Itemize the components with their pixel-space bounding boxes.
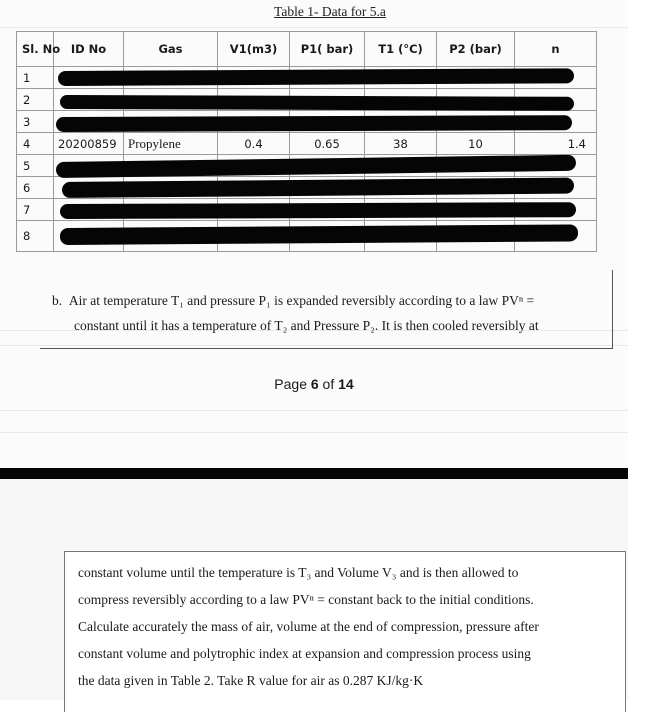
header-sl-no: Sl. No [17,32,54,67]
footer-prefix: Page [274,376,311,392]
part-b-label: b. [52,293,63,308]
header-id-no: ID No [54,32,124,67]
footer-total-pages: 14 [338,376,354,392]
cell-n: 1.4 [515,133,597,155]
continuation-line: constant volume until the temperature is T₃ and Volume V₃ and is then allowed to [78,565,519,580]
cell-p2: 10 [437,133,515,155]
table-caption: Table 1- Data for 5.a [274,4,386,19]
cell-sl: 5 [17,155,54,177]
redaction-mark [60,202,576,219]
continuation-paragraph [78,559,618,694]
cell-sl: 7 [17,199,54,221]
header-p1: P1( bar) [290,32,365,67]
cell-id: 20200859 [54,133,124,155]
cell-sl: 1 [17,67,54,89]
header-p2: P2 (bar) [437,32,515,67]
continuation-line: compress reversibly according to a law PVⁿ = constant back to the initial conditions. [78,592,534,607]
cell-t1: 38 [365,133,437,155]
bleed-through-line [0,27,628,28]
footer-current-page: 6 [310,376,319,392]
continuation-line: constant volume and polytrophic index at expansion and compression process using [78,646,531,661]
header-n: n [515,32,597,67]
cell-sl: 4 [17,133,54,155]
page-border-right [612,270,613,349]
page-footer [0,376,628,392]
bleed-through-line [0,432,628,433]
table-header-row [17,32,597,67]
cell-sl: 8 [17,221,54,252]
part-b-line-1 [52,288,612,313]
header-v1: V1(m3) [218,32,290,67]
cell-p1: 0.65 [290,133,365,155]
cell-sl: 3 [17,111,54,133]
cell-sl: 2 [17,89,54,111]
header-t1: T1 (°C) [365,32,437,67]
header-gas: Gas [124,32,218,67]
redaction-mark [60,224,578,245]
redaction-mark [58,68,574,86]
page-separator-band [0,468,628,479]
table-row [17,133,597,155]
footer-middle: of [318,376,339,392]
continuation-line: Calculate accurately the mass of air, volume at the end of compression, pressure after [78,619,539,634]
redaction-mark [56,115,572,132]
bleed-through-line [0,345,628,346]
question-part-b [52,288,612,338]
cell-sl: 6 [17,177,54,199]
cell-gas: Propylene [124,133,218,155]
part-b-text-1: Air at temperature T₁ and pressure P₁ is expanded reversibly according to a law PVⁿ = [68,293,535,308]
redaction-mark [60,95,574,111]
bleed-through-line [0,410,628,411]
page-border-bottom [40,348,613,349]
continuation-line: the data given in Table 2. Take R value for air as 0.287 KJ/kg·K [78,673,424,688]
part-b-line-2: constant until it has a temperature of T₂ and Pressure P₂. It is then cooled reversibly at [74,318,539,333]
cell-v1: 0.4 [218,133,290,155]
